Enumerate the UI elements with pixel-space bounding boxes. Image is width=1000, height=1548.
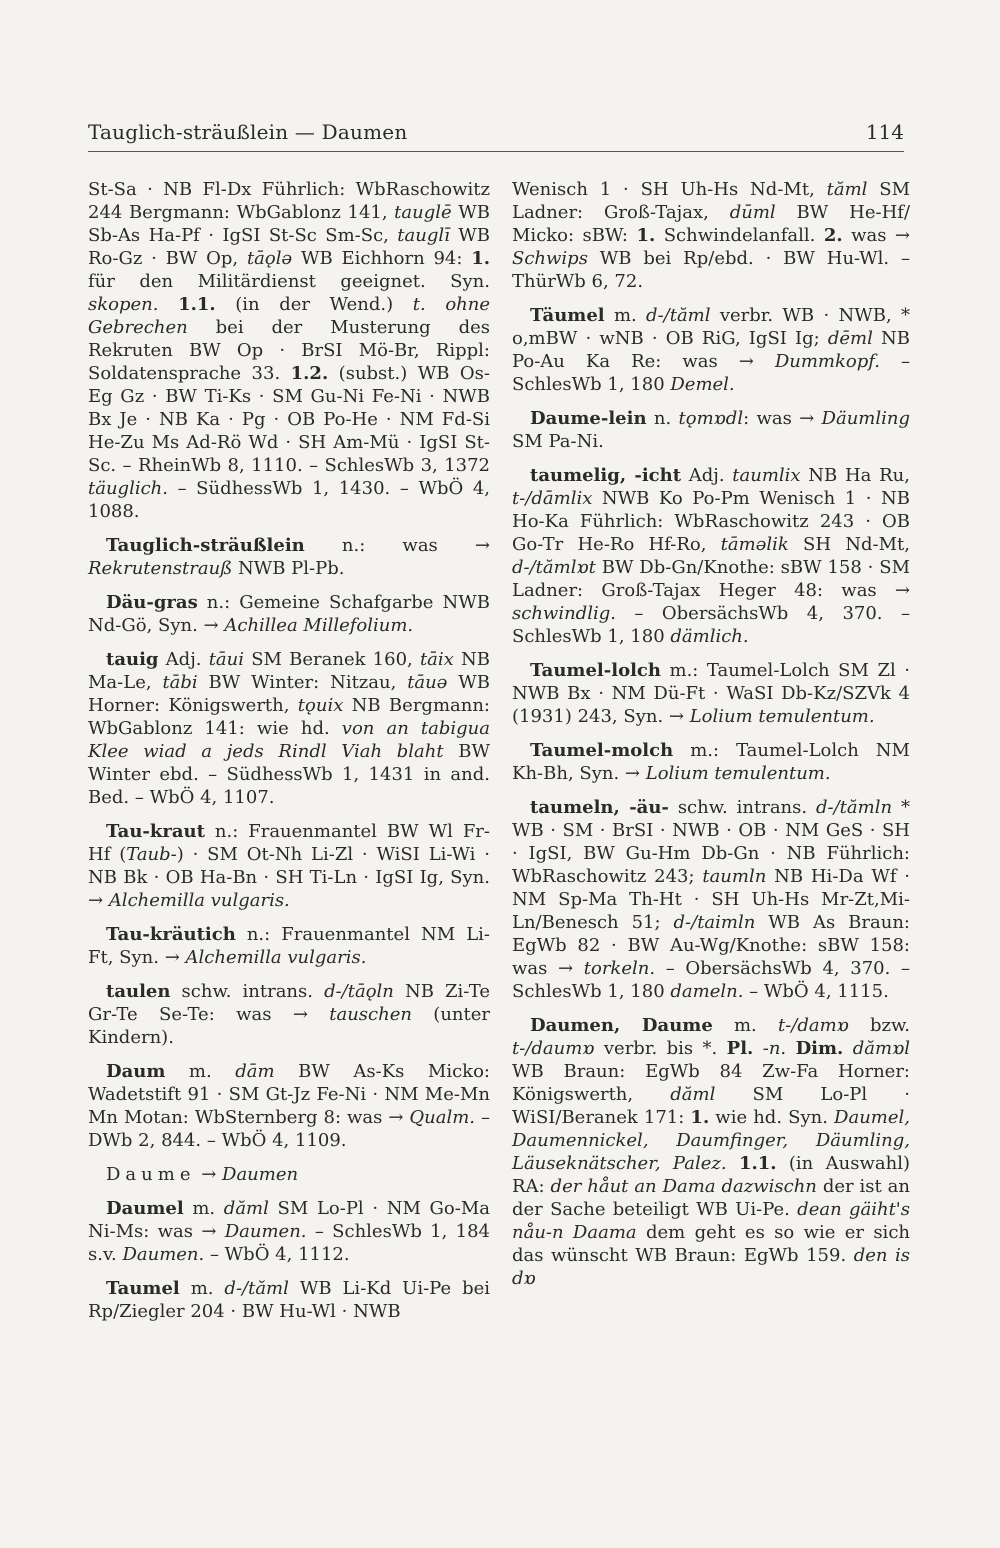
dictionary-entry — [512, 739, 910, 785]
right-column — [512, 178, 910, 1301]
left-column — [88, 178, 490, 1334]
entry-text: 1. — [690, 1107, 710, 1128]
entry-text: dämlich. — [670, 626, 749, 647]
entry-text: SH Nd-Mt, — [788, 534, 910, 555]
entry-text: WB Braun: EgWb 84 Zw-Fa Horner: Königswerth, — [512, 1061, 910, 1105]
entry-text: tāməlik — [720, 534, 789, 555]
entry-text: (unter Kindern). — [88, 1004, 491, 1048]
entry-text: 1. — [636, 225, 656, 246]
entry-text: SM Ladner: Groß-Tajax, — [512, 179, 911, 223]
entry-text: -n. — [762, 1038, 787, 1059]
dictionary-entry — [88, 1060, 490, 1152]
entry-text: BW Db-Gn/Knothe: sBW 158 · SM Ladner: Groß-Tajax Heger 48: was → — [512, 557, 910, 601]
entry-text: BW Winter ebd. – SüdhessWb 1, 1431 in and. Bed. – WbÖ 4, 1107. — [88, 741, 490, 808]
entry-text: NWB Ko Po-Pm Wenisch 1 · NB Ho-Ka Führlich: WbRaschowitz 243 · OB Go-Tr He-Ro Hf-Ro, — [512, 488, 910, 555]
entry-text: SM Lo-Pl · NM Go-Ma Ni-Ms: was → — [88, 1198, 490, 1242]
entry-text: m. — [183, 1198, 224, 1219]
entry-headword: taumelig, -icht — [530, 465, 682, 486]
dictionary-entry — [88, 820, 490, 912]
entry-text: täuglich. — [88, 478, 168, 499]
entry-text: St-Sa · NB Fl-Dx Führlich: WbRaschowitz 244 Bergmann: WbGablonz 141, — [88, 179, 490, 223]
entry-text: t-/dāmlix — [512, 488, 593, 509]
entry-text: Dummkopf. — [774, 351, 880, 372]
entry-text: SM Lo-Pl · WiSI/Beranek 171: — [512, 1084, 911, 1128]
running-title: Tauglich-sträußlein — Daumen — [88, 120, 408, 144]
entry-text: dean gäiht's nåu-n Daama — [512, 1199, 910, 1243]
entry-text: – WbÖ 4, 1112. — [204, 1244, 350, 1265]
entry-text: Daumen. — [224, 1221, 307, 1242]
entry-text: dăml — [670, 1084, 716, 1105]
entry-text: BW He-Hf/ Micko: sBW: — [512, 202, 911, 246]
dictionary-entry — [512, 796, 910, 1003]
entry-text: dămɒl — [852, 1038, 910, 1059]
entry-text: Daumen — [222, 1164, 299, 1185]
dictionary-entry — [88, 534, 490, 580]
entry-headword: Daumen, Daume — [530, 1015, 713, 1036]
dictionary-entry — [88, 591, 490, 637]
entry-text: * WB · SM · BrSI · NWB · OB · NM GeS · SH · IgSI, BW Gu-Hm Db-Gn · NB Führlich: WbRaschowitz 243; — [512, 797, 910, 887]
entry-text: von an tabigua Klee wiad a jeds Rindl Viah blaht — [88, 718, 490, 762]
entry-text: WB As Braun: EgWb 82 · BW Au-Wg/Knothe: sBW 158: was → — [512, 912, 910, 979]
entry-text: schw. intrans. — [668, 797, 817, 818]
entry-text: n.: Gemeine Schafgarbe NWB Nd-Gö, Syn. → — [88, 592, 490, 636]
entry-text: Wenisch 1 · SH Uh-Hs Nd-Mt, — [512, 179, 827, 200]
entry-text: WB Li-Kd Ui-Pe bei Rp/Ziegler 204 · BW Hu-Wl · NWB — [88, 1278, 490, 1322]
entry-text: schwindlig. — [512, 603, 616, 624]
entry-text: NWB Pl-Pb. — [232, 558, 345, 579]
entry-headword: Tau-kraut — [106, 821, 205, 842]
dictionary-entry — [88, 1197, 490, 1266]
entry-text: – SchlesWb 1, 184 s.v. — [88, 1221, 490, 1265]
entry-text: t-/damɒ — [777, 1015, 849, 1036]
entry-text: tǫmɒdl — [678, 408, 744, 429]
entry-text: wie hd. Syn. — [709, 1107, 835, 1128]
entry-text: t-/daumɒ — [512, 1038, 595, 1059]
entry-text: Rekrutenstrauß — [88, 558, 233, 579]
entry-text: tǫuix — [297, 695, 344, 716]
entry-text: tāuə — [407, 672, 448, 693]
entry-text: BW As-Ks Micko: Wadetstift 91 · SM Gt-Jz Fe-Ni · NM Me-Mn Mn Motan: WbSternberg 8: was → — [88, 1061, 490, 1128]
entry-text: (subst.) WB Os-Eg Gz · BW Ti-Ks · SM Gu-Ni Fe-Ni · NWB Bx Je · NB Ka · Pg · OB Po-He · NM Fd-Si He-Zu Ms Ad-Rö Wd · SH Am-Mü · IgSI St-Sc. – RheinWb 8, 1110. – SchlesWb 3, 1372 — [88, 363, 490, 476]
entry-text — [753, 1038, 762, 1059]
entry-text: BW Winter: Nitzau, — [197, 672, 408, 693]
entry-text: taumln — [702, 866, 767, 887]
dictionary-entry — [88, 980, 490, 1049]
dictionary-entry — [88, 923, 490, 969]
dictionary-entry — [512, 407, 910, 453]
entry-text: NB Po-Au Ka Re: was → — [512, 328, 910, 372]
entry-text: – WbÖ 4, 1115. — [743, 981, 889, 1002]
entry-text: Schwindelanfall. — [655, 225, 824, 246]
entry-headword: Tau-kräutich — [106, 924, 236, 945]
entry-text: Daume — [106, 1164, 196, 1185]
entry-text — [786, 1038, 795, 1059]
entry-text: – SchlesWb 1, 180 — [512, 351, 910, 395]
entry-text: : was → — [743, 408, 822, 429]
entry-text: d-/tāǫln — [324, 981, 394, 1002]
entry-headword: Daume-lein — [530, 408, 647, 429]
entry-text: m. — [165, 1061, 236, 1082]
entry-text: – SüdhessWb 1, 1430. – WbÖ 4, 1088. — [88, 478, 490, 522]
entry-text: dăml — [223, 1198, 269, 1219]
entry-text: tāǫlə — [246, 248, 293, 269]
entry-text: n.: Frauenmantel BW Wl Fr-Hf ( — [88, 821, 490, 865]
entry-text: Adj. — [158, 649, 209, 670]
entry-text: WB Ro-Gz · BW Op, — [88, 225, 490, 269]
entry-text: Adj. — [681, 465, 733, 486]
dictionary-entry — [88, 1163, 490, 1186]
entry-text: Pl. — [726, 1038, 754, 1059]
entry-text: den is dɒ — [512, 1245, 910, 1289]
entry-text: Lolium temulentum. — [645, 763, 831, 784]
entry-headword: Taumel-lolch — [530, 660, 661, 681]
entry-text: d-/tăml — [646, 305, 711, 326]
entry-text: (in Auswahl) RA: — [512, 1153, 910, 1197]
entry-text: Achillea Millefolium. — [224, 615, 414, 636]
entry-headword: Däu-gras — [106, 592, 198, 613]
entry-text: – ObersächsWb 4, 370. – SchlesWb 1, 180 — [512, 958, 910, 1002]
entry-text: m. — [712, 1015, 778, 1036]
dictionary-entry — [88, 1277, 490, 1323]
entry-text: d-/tăml — [224, 1278, 289, 1299]
entry-text: m. — [604, 305, 647, 326]
entry-text: tāix — [419, 649, 454, 670]
entry-text: dem geht es so wie er sich das wünscht WB Braun: EgWb 159. — [512, 1222, 910, 1266]
entry-text: d-/taimln — [673, 912, 756, 933]
entry-text: → — [195, 1164, 223, 1185]
entry-text: 2. — [823, 225, 843, 246]
entry-text: verbr. bis *. — [594, 1038, 727, 1059]
entry-text: der håut an Dama dazwischn — [550, 1176, 817, 1197]
entry-text: taumlix — [732, 465, 801, 486]
entry-text: verbr. WB · NWB, * o,mBW · wNB · OB RiG, IgSI Ig; — [512, 305, 910, 349]
entry-text: WB Eichhorn 94: — [292, 248, 472, 269]
entry-text: bzw. — [848, 1015, 910, 1036]
entry-headword: tauig — [106, 649, 159, 670]
entry-text: Alchemilla vulgaris. — [108, 890, 290, 911]
entry-headword: Tauglich-sträußlein — [106, 535, 305, 556]
dictionary-entry — [512, 659, 910, 728]
entry-text: tāui — [208, 649, 245, 670]
entry-text: Schwips — [512, 248, 588, 269]
entry-text: m. — [179, 1278, 225, 1299]
entry-text: n.: Frauenmantel NM Li-Ft, Syn. → — [88, 924, 490, 968]
page-number: 114 — [865, 120, 904, 144]
dictionary-entry — [512, 464, 910, 648]
entry-text: 1. — [471, 248, 490, 269]
dictionary-entry — [512, 304, 910, 396]
entry-text: dameln. — [670, 981, 744, 1002]
dictionary-entry — [88, 648, 490, 809]
entry-headword: Täumel — [530, 305, 605, 326]
entry-text: dūml — [729, 202, 776, 223]
entry-text: Alchemilla vulgaris. — [185, 947, 367, 968]
entry-text: Lolium temulentum. — [689, 706, 875, 727]
entry-text: Demel. — [670, 374, 735, 395]
entry-text: m.: Taumel-Lolch SM Zl · NWB Bx · NM Dü-Ft · WaSI Db-Kz/SZVk 4 (1931) 243, Syn. → — [512, 660, 910, 727]
entry-text: 1.2. — [290, 363, 329, 384]
entry-text: m.: Taumel-Lolch NM Kh-Bh, Syn. → — [512, 740, 910, 784]
entry-text: NB Ma-Le, — [88, 649, 490, 693]
entry-text: dēml — [827, 328, 873, 349]
entry-text: schw. intrans. — [170, 981, 325, 1002]
entry-headword: Taumel — [106, 1278, 180, 1299]
entry-text: für den Militärdienst geeignet. Syn. — [88, 271, 490, 292]
entry-text — [843, 1038, 852, 1059]
entry-text: – ObersächsWb 4, 370. – SchlesWb 1, 180 — [512, 603, 910, 647]
entry-text: WB bei Rp/ebd. · BW Hu-Wl. – ThürWb 6, 72. — [512, 248, 910, 292]
entry-text: NB Bergmann: WbGablonz 141: wie hd. — [88, 695, 490, 739]
entry-headword: taulen — [106, 981, 171, 1002]
entry-text: dām — [235, 1061, 275, 1082]
entry-text: d-/tămln — [816, 797, 893, 818]
entry-text: skopen. — [88, 294, 159, 315]
entry-text — [158, 294, 178, 315]
entry-text: t. ohne Gebrechen — [88, 294, 490, 338]
entry-text: d-/tămlɒt — [512, 557, 596, 578]
entry-text: WB Sb-As Ha-Pf · IgSI St-Sc Sm-Sc, — [88, 202, 490, 246]
entry-text: NB Zi-Te Gr-Te Se-Te: was → — [88, 981, 490, 1025]
entry-text: NB Hi-Da Wf · NM Sp-Ma Th-Ht · SH Uh-Hs Mr-Zt,Mi-Ln/Benesch 51; — [512, 866, 911, 933]
entry-text: Daumel, Daumennickel, Daumfinger, Däumling, Läuseknätscher, Palez. — [512, 1107, 911, 1174]
entry-text: – DWb 2, 844. – WbÖ 4, 1109. — [88, 1107, 490, 1151]
entry-text: Dim. — [795, 1038, 844, 1059]
entry-headword: Daum — [106, 1061, 166, 1082]
entry-text: tauschen — [329, 1004, 412, 1025]
entry-text: Däumling — [821, 408, 910, 429]
entry-text: 1.1. — [178, 294, 216, 315]
entry-text: tăml — [826, 179, 868, 200]
entry-text: Taub- — [126, 844, 177, 865]
entry-text: SM Pa-Ni. — [512, 431, 604, 452]
entry-text: n. — [646, 408, 679, 429]
entry-headword: Daumel — [106, 1198, 184, 1219]
entry-text: SM Beranek 160, — [244, 649, 420, 670]
entry-text: tauglī — [397, 225, 450, 246]
entry-text: tābi — [162, 672, 198, 693]
entry-text: bei der Musterung des Rekruten BW Op · BrSI Mö-Br, Rippl: Soldatensprache 33. — [88, 317, 490, 384]
entry-text: torkeln. — [583, 958, 656, 979]
entry-text: Qualm. — [409, 1107, 476, 1128]
entry-text: was → — [842, 225, 910, 246]
entry-text: WB Horner: Königswerth, — [88, 672, 491, 716]
entry-text: tauglē — [394, 202, 452, 223]
entry-text: 1.1. — [738, 1153, 777, 1174]
dictionary-entry — [512, 1014, 910, 1290]
dictionary-entry — [512, 178, 910, 293]
entry-text: Daumen. — [122, 1244, 205, 1265]
entry-text — [727, 1153, 739, 1174]
entry-text: NB Ha Ru, — [800, 465, 910, 486]
entry-text: ) · SM Ot-Nh Li-Zl · WiSI Li-Wi · NB Bk · OB Ha-Bn · SH Ti-Ln · IgSI Ig, Syn. → — [88, 844, 490, 911]
entry-headword: Taumel-molch — [530, 740, 674, 761]
entry-text: n.: was → — [304, 535, 490, 556]
dictionary-entry — [88, 178, 490, 523]
running-header — [88, 117, 904, 152]
entry-text: (in der Wend.) — [215, 294, 413, 315]
entry-text: der ist an der Sache beteiligt WB Ui-Pe. — [512, 1176, 911, 1220]
entry-headword: taumeln, -äu- — [530, 797, 669, 818]
